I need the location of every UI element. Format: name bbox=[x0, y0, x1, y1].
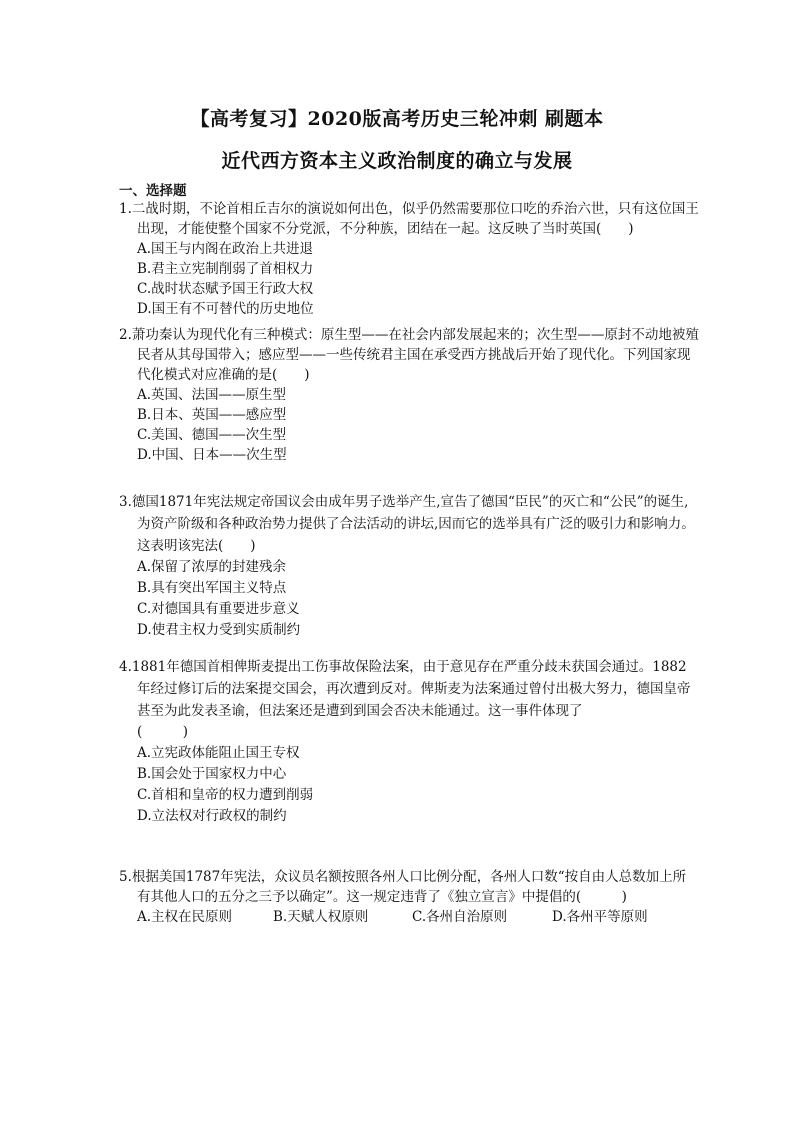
option-a: A.保留了浓厚的封建残余 bbox=[137, 559, 287, 575]
option-d: D.中国、日本——次生型 bbox=[137, 447, 287, 463]
option-d: D.使君主权力受到实质制约 bbox=[137, 622, 301, 638]
question-4 bbox=[119, 656, 699, 827]
question-3 bbox=[119, 491, 699, 641]
answer-blank: ( ) bbox=[137, 724, 189, 740]
question-stem: 5.根据美国1787年宪法，众议员名额按照各州人口比例分配，各州人口数“按自由人总数加上所有其他人口的五分之三予以确定”。这一规定违背了《独立宣言》中提倡的( ) bbox=[119, 869, 687, 905]
question-stem: 3.德国1871年宪法规定帝国议会由成年男子选举产生,宣告了德国“臣民”的灭亡和“公民”的诞生,为资产阶级和各种政治势力提供了合法活动的讲坛,因而它的选举具有广泛的吸引力和影响力。这表明该宪法( ) bbox=[119, 494, 695, 554]
option-c: C.首相和皇帝的权力遭到削弱 bbox=[137, 787, 314, 803]
option-d: D.国王有不可替代的历史地位 bbox=[137, 301, 314, 317]
option-b: B.日本、英国——感应型 bbox=[137, 407, 287, 423]
document-subtitle: 近代西方资本主义政治制度的确立与发展 bbox=[221, 150, 573, 172]
options-row bbox=[119, 907, 699, 927]
question-stem: 1.二战时期，不论首相丘吉尔的演说如何出色，似乎仍然需要那位口吃的乔治六世，只有这位国王出现，才能使整个国家不分党派，不分种族，团结在一起。这反映了当时英国( ) bbox=[119, 201, 699, 237]
option-c: C.美国、德国——次生型 bbox=[137, 427, 287, 443]
option-a: A.主权在民原则 bbox=[137, 909, 233, 925]
option-c: C.各州自治原则 bbox=[412, 909, 508, 925]
question-stem: 2.萧功秦认为现代化有三种模式：原生型——在社会内部发展起来的；次生型——原封不动地被殖民者从其母国带入；感应型——一些传统君主国在承受西方挑战后开始了现代化。下列国家现代化模式对应准确的是( ) bbox=[119, 327, 699, 383]
section-heading: 一、选择题 bbox=[119, 183, 187, 199]
question-stem: 4.1881年德国首相俾斯麦提出工伤事故保险法案，由于意见存在严重分歧未获国会通过。1882年经过修订后的法案提交国会，再次遭到反对。俾斯麦为法案通过曾付出极大努力，德国皇帝甚至为此发表圣谕，但法案还是遭到到国会否决未能通过。这一事件体现了 bbox=[119, 659, 691, 719]
option-b: B.具有突出军国主义特点 bbox=[137, 580, 287, 596]
document-title: 【高考复习】2020版高考历史三轮冲刺 刷题本 bbox=[190, 108, 604, 130]
option-b: B.天赋人权原则 bbox=[273, 909, 369, 925]
option-d: D.立法权对行政权的制约 bbox=[137, 808, 287, 824]
option-b: B.国会处于国家权力中心 bbox=[137, 766, 287, 782]
option-a: A.立宪政体能阻止国王专权 bbox=[137, 745, 300, 761]
option-a: A.英国、法国——原生型 bbox=[137, 387, 287, 403]
question-1 bbox=[119, 199, 699, 319]
option-c: C.对德国具有重要进步意义 bbox=[137, 601, 300, 617]
option-b: B.君主立宪制削弱了首相权力 bbox=[137, 261, 314, 277]
question-2 bbox=[119, 325, 699, 465]
option-c: C.战时状态赋予国王行政大权 bbox=[137, 281, 314, 297]
option-d: D.各州平等原则 bbox=[552, 909, 648, 925]
question-5 bbox=[119, 867, 699, 927]
option-a: A.国王与内阁在政治上共进退 bbox=[137, 241, 314, 257]
